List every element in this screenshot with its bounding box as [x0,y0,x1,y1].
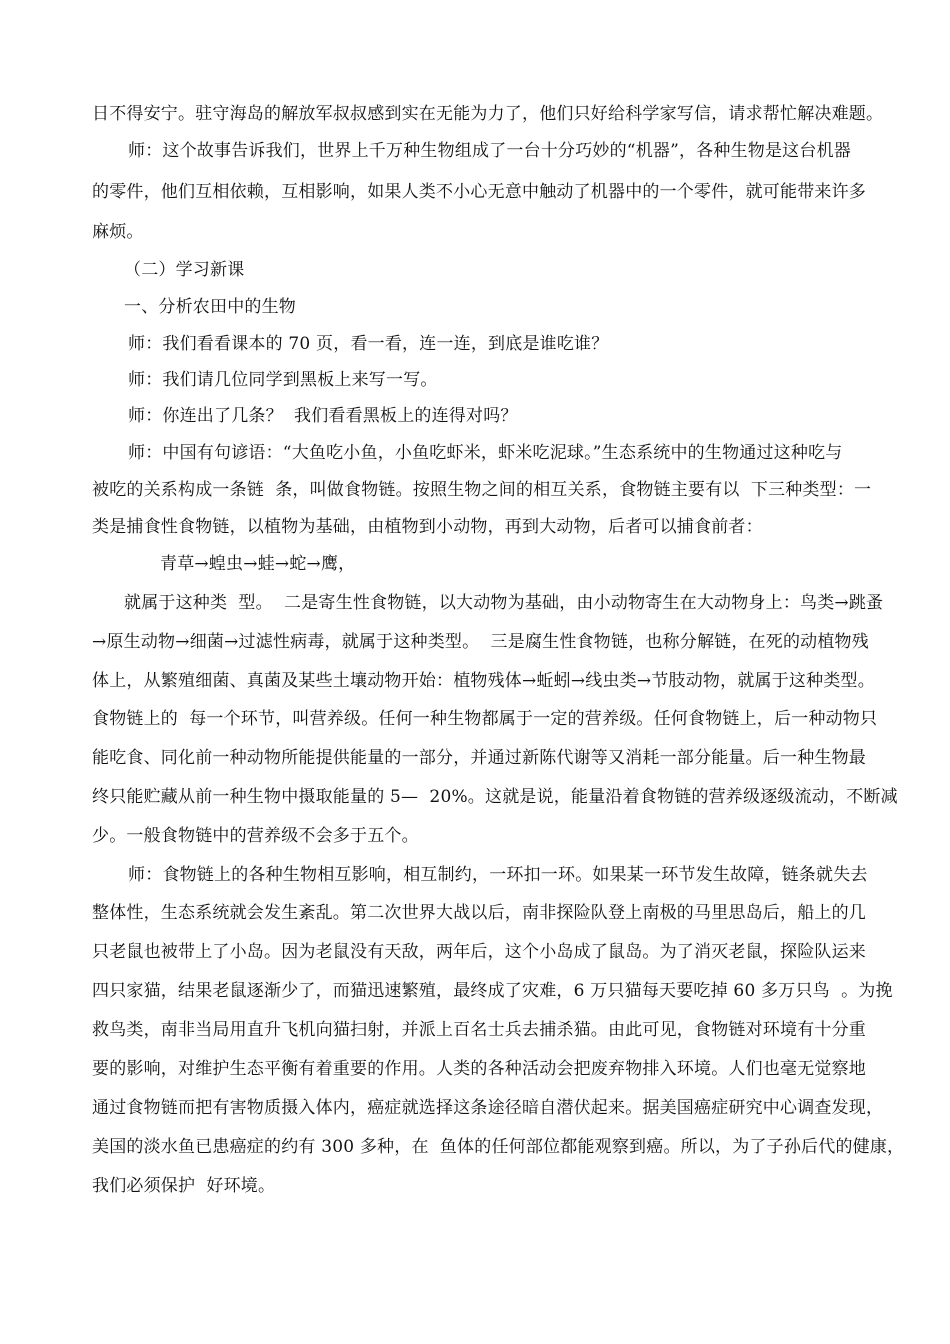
text-line-21: 师：食物链上的各种生物相互影响，相互制约，一环扣一环。如果某一环节发生故障，链条就失去 [128,865,868,885]
text-line-29: 我们必须保护 好环境。 [92,1176,276,1196]
text-line-26: 要的影响，对维护生态平衡有着重要的作用。人类的各种活动会把废弃物排入环境。人们也毫无觉察地 [92,1059,866,1079]
text-line-7: 师：我们看看课本的 70 页，看一看，连一连，到底是谁吃谁？ [128,334,609,354]
text-line-23: 只老鼠也被带上了小岛。因为老鼠没有天敌，两年后，这个小岛成了鼠岛。为了消灭老鼠，探险队运来 [92,942,866,962]
subsection-heading: 一、分析农田中的生物 [124,297,296,317]
text-line-10: 师：中国有句谚语：“大鱼吃小鱼，小鱼吃虾米，虾米吃泥球。”生态系统中的生物通过这种吃与 [128,443,843,463]
text-line-24: 四只家猫，结果老鼠逐渐少了，而猫迅速繁殖，最终成了灾难，6 万只猫每天要吃掉 60 多万只鸟 。为挽 [92,981,893,1001]
food-chain-example: 青草→蝗虫→蛙→蛇→鹰， [160,554,356,574]
text-line-22: 整体性，生态系统就会发生紊乱。第二次世界大战以后，南非探险队登上南极的马里思岛后，船上的几 [92,903,866,923]
text-line-11: 被吃的关系构成一条链 条，叫做食物链。按照生物之间的相互关系，食物链主要有以 下三种类型：一 [92,480,872,500]
text-line-9: 师：你连出了几条？ 我们看看黑板上的连得对吗？ [128,406,518,426]
text-line-14: 就属于这种类 型。 二是寄生性食物链，以大动物为基础，由小动物寄生在大动物身上：鸟类→跳蚤 [124,593,884,613]
text-line-15: →原生动物→细菌→过滤性病毒，就属于这种类型。 三是腐生性食物链，也称分解链，在死的动植物残 [92,632,869,652]
text-line-20: 少。一般食物链中的营养级不会多于五个。 [92,826,419,846]
text-line-12: 类是捕食性食物链，以植物为基础，由植物到小动物，再到大动物，后者可以捕食前者： [92,517,763,537]
text-line-18: 能吃食、同化前一种动物所能提供能量的一部分，并通过新陈代谢等又消耗一部分能量。后一种生物最 [92,748,866,768]
text-line-1: 日不得安宁。驻守海岛的解放军叔叔感到实在无能为力了，他们只好给科学家写信，请求帮忙解决难题。 [92,104,884,124]
text-line-27: 通过食物链而把有害物质摄入体内，癌症就选择这条途径暗自潜伏起来。据美国癌症研究中心调查发现， [92,1098,884,1118]
text-line-8: 师：我们请几位同学到黑板上来写一写。 [128,370,438,390]
text-line-25: 救鸟类，南非当局用直升飞机向猫扫射，并派上百名士兵去捕杀猫。由此可见，食物链对环境有十分重 [92,1020,866,1040]
text-line-17: 食物链上的 每一个环节，叫营养级。任何一种生物都属于一定的营养级。任何食物链上，后一种动物只 [92,709,878,729]
text-line-19: 终只能贮藏从前一种生物中摄取能量的 5— 20%。这就是说，能量沿着食物链的营养级逐级流动，不断减 [92,787,898,807]
text-line-2: 师：这个故事告诉我们，世界上千万种生物组成了一台十分巧妙的“机器”，各种生物是这台机器 [128,141,851,161]
text-line-28: 美国的淡水鱼已患癌症的约有 300 多种，在 鱼体的任何部位都能观察到癌。所以，为了子孙后代的健康， [92,1137,905,1157]
text-line-4: 麻烦。 [92,222,144,242]
text-line-16: 体上，从繁殖细菌、真菌及某些土壤动物开始：植物残体→蚯蚓→线虫类→节肢动物，就属于这种类型。 [92,671,875,691]
section-heading: （二）学习新课 [124,260,245,280]
text-line-3: 的零件，他们互相依赖，互相影响，如果人类不小心无意中触动了机器中的一个零件，就可能带来许多 [92,182,866,202]
